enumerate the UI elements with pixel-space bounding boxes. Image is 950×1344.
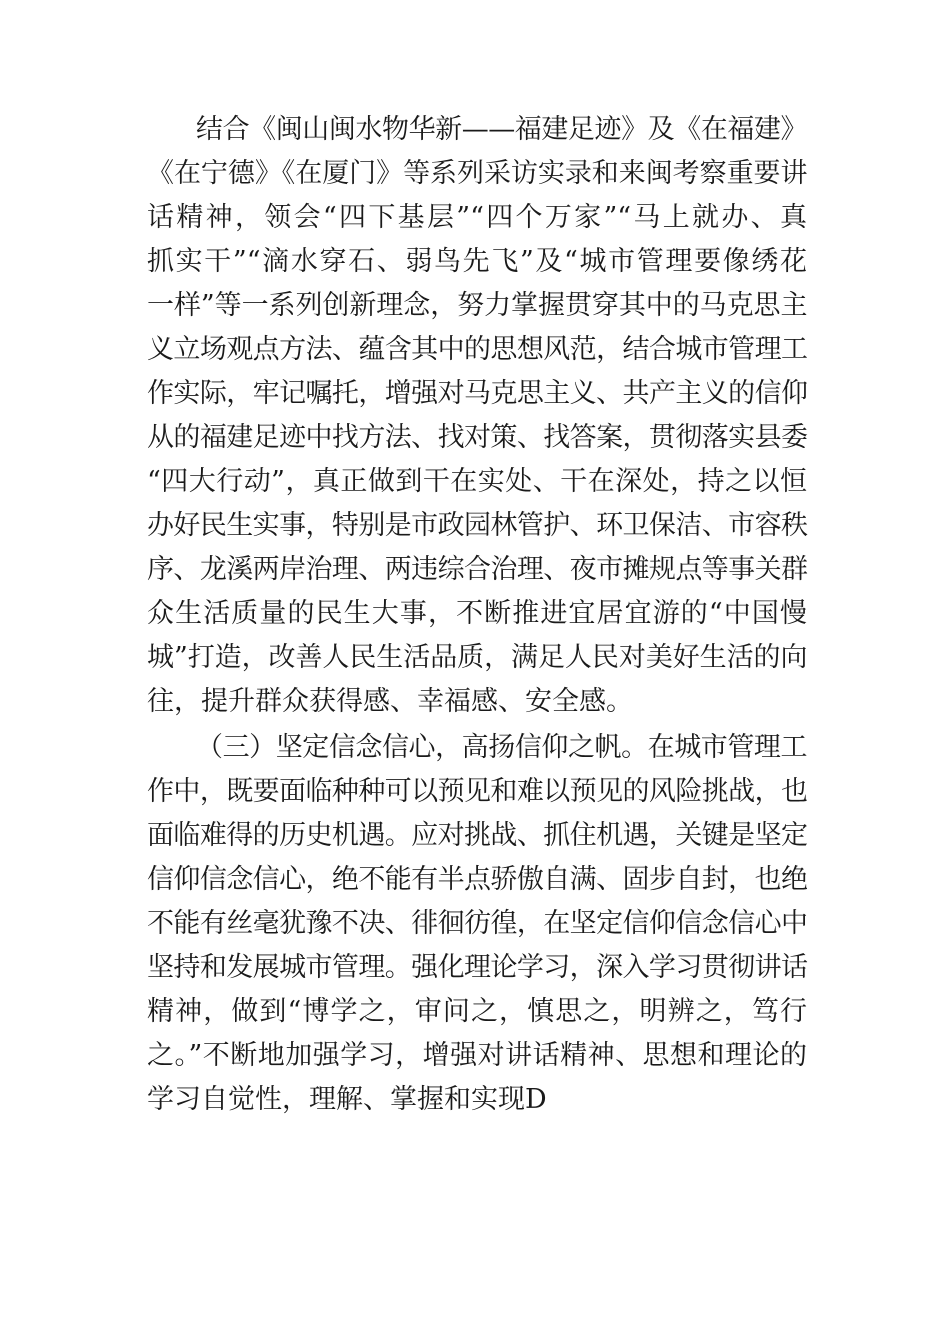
paragraph-1-line-12: 众生活质量的民生大事，不断推进宜居宜游的“中国慢	[147, 598, 807, 629]
paragraph-1-line-3: 话精神，领会“四下基层”“四个万家”“马上就办、真	[147, 202, 807, 233]
paragraph-1-line-6: 义立场观点方法、蕴含其中的思想风范，结合城市管理工	[147, 334, 807, 365]
paragraph-2-line-4: 信仰信念信心，绝不能有半点骄傲自满、固步自封，也绝	[147, 864, 807, 895]
paragraph-2-line-1: （三）坚定信念信心，高扬信仰之帆。在城市管理工	[196, 732, 807, 763]
paragraph-1-line-5: 一样”等一系列创新理念，努力掌握贯穿其中的马克思主	[147, 290, 807, 321]
paragraph-2-line-2: 作中，既要面临种种可以预见和难以预见的风险挑战，也	[147, 776, 807, 807]
paragraph-1-line-2: 《在宁德》《在厦门》等系列采访实录和来闽考察重要讲	[147, 158, 807, 189]
paragraph-2-line-6: 坚持和发展城市管理。强化理论学习，深入学习贯彻讲话	[147, 952, 807, 983]
paragraph-2-line-7: 精神，做到“博学之，审问之，慎思之，明辨之，笃行	[147, 996, 807, 1027]
paragraph-2-line-8: 之。”不断地加强学习，增强对讲话精神、思想和理论的	[147, 1040, 807, 1071]
paragraph-2-line-3: 面临难得的历史机遇。应对挑战、抓住机遇，关键是坚定	[147, 820, 807, 851]
paragraph-1-line-11: 序、龙溪两岸治理、两违综合治理、夜市摊规点等事关群	[147, 554, 807, 585]
paragraph-1-line-1: 结合《闽山闽水物华新——福建足迹》及《在福建》	[196, 114, 807, 145]
paragraph-1-line-7: 作实际，牢记嘱托，增强对马克思主义、共产主义的信仰	[147, 378, 807, 409]
paragraph-1-line-4: 抓实干”“滴水穿石、弱鸟先飞”及“城市管理要像绣花	[147, 246, 807, 277]
paragraph-1-line-14: 往，提升群众获得感、幸福感、安全感。	[147, 686, 633, 717]
paragraph-2-line-5: 不能有丝毫犹豫不决、徘徊彷徨，在坚定信仰信念信心中	[147, 908, 807, 939]
paragraph-1-line-8: 从的福建足迹中找方法、找对策、找答案，贯彻落实县委	[147, 422, 807, 453]
paragraph-2-line-9: 学习自觉性，理解、掌握和实现D	[147, 1084, 547, 1115]
paragraph-1-line-9: “四大行动”，真正做到干在实处、干在深处，持之以恒	[147, 466, 807, 497]
paragraph-1-line-13: 城”打造，改善人民生活品质，满足人民对美好生活的向	[147, 642, 807, 673]
paragraph-1-line-10: 办好民生实事，特别是市政园林管护、环卫保洁、市容秩	[147, 510, 807, 541]
